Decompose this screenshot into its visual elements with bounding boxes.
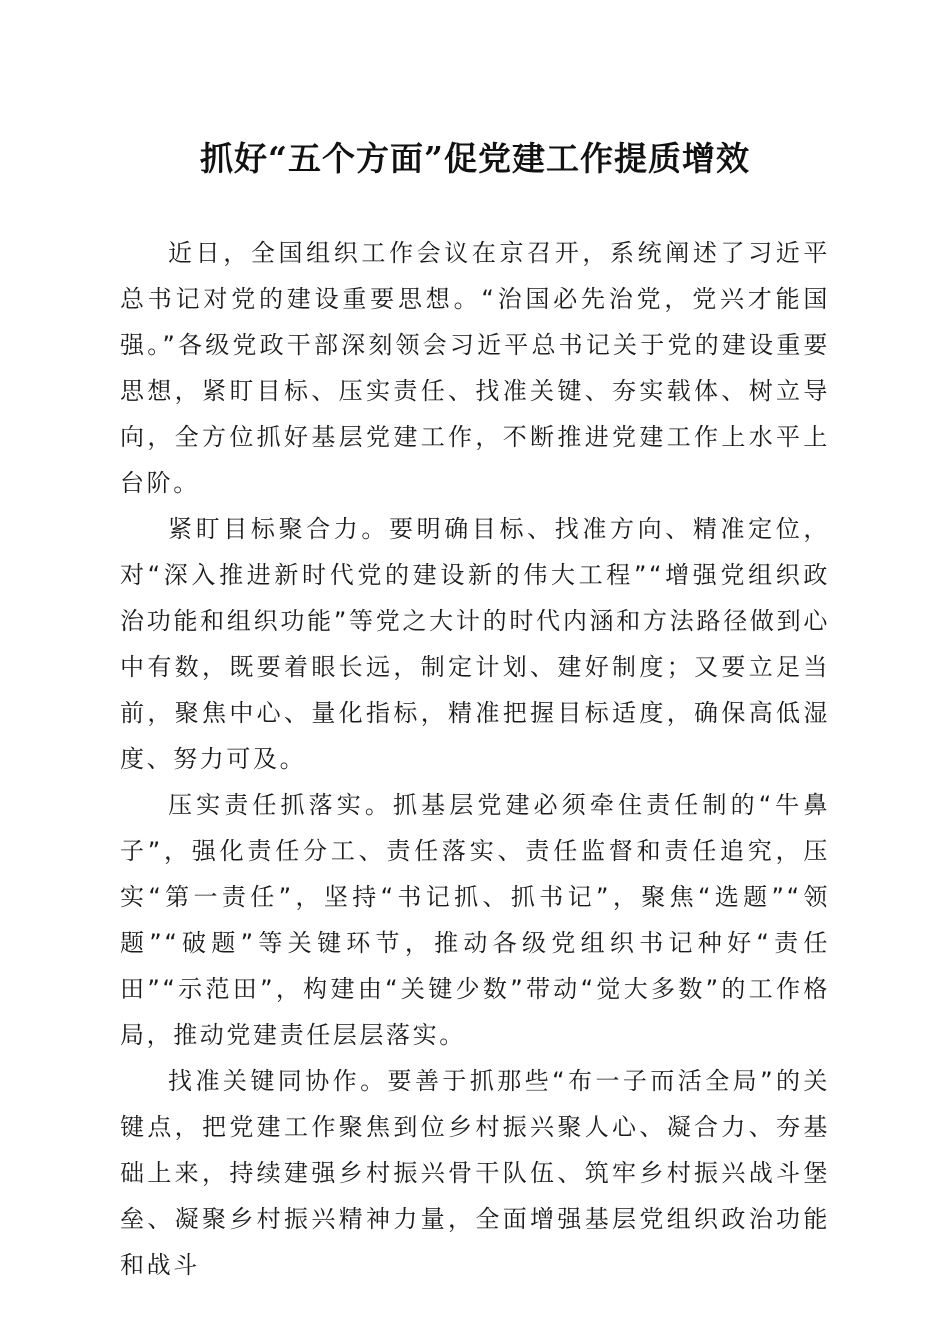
paragraph-key-points: 找准关键同协作。要善于抓那些“布一子而活全局”的关键点，把党建工作聚焦到位乡村振兴聚人心、凝合力、夯基础上来，持续建强乡村振兴骨干队伍、筑牢乡村振兴战斗堡垒、凝聚乡村振兴精神力量，全面增强基层党组织政治功能和战斗 — [120, 1067, 830, 1279]
paragraph-responsibility: 压实责任抓落实。抓基层党建必须牵住责任制的“牛鼻子”，强化责任分工、责任落实、责任监督和责任追究，压实“第一责任”，坚持“书记抓、抓书记”，聚焦“选题”“领题”“破题”等关键环节，推动各级党组织书记种好“责任田”“示范田”，构建由“关键少数”带动“觉大多数”的工作格局，推动党建责任层层落实。 — [120, 791, 830, 1049]
document-title: 抓好“五个方面”促党建工作提质增效 — [200, 139, 750, 178]
paragraph-goals: 紧盯目标聚合力。要明确目标、找准方向、精准定位，对“深入推进新时代党的建设新的伟大工程”“增强党组织政治功能和组织功能”等党之大计的时代内涵和方法路径做到心中有数，既要着眼长远，制定计划、建好制度；又要立足当前，聚焦中心、量化指标，精准把握目标适度，确保高低湿度、努力可及。 — [120, 515, 830, 773]
document-body — [120, 230, 830, 1288]
paragraph-intro: 近日，全国组织工作会议在京召开，系统阐述了习近平总书记对党的建设重要思想。“治国必先治党，党兴才能国强。”各级党政干部深刻领会习近平总书记关于党的建设重要思想，紧盯目标、压实责任、找准关键、夯实载体、树立导向，全方位抓好基层党建工作，不断推进党建工作上水平上台阶。 — [120, 239, 830, 497]
